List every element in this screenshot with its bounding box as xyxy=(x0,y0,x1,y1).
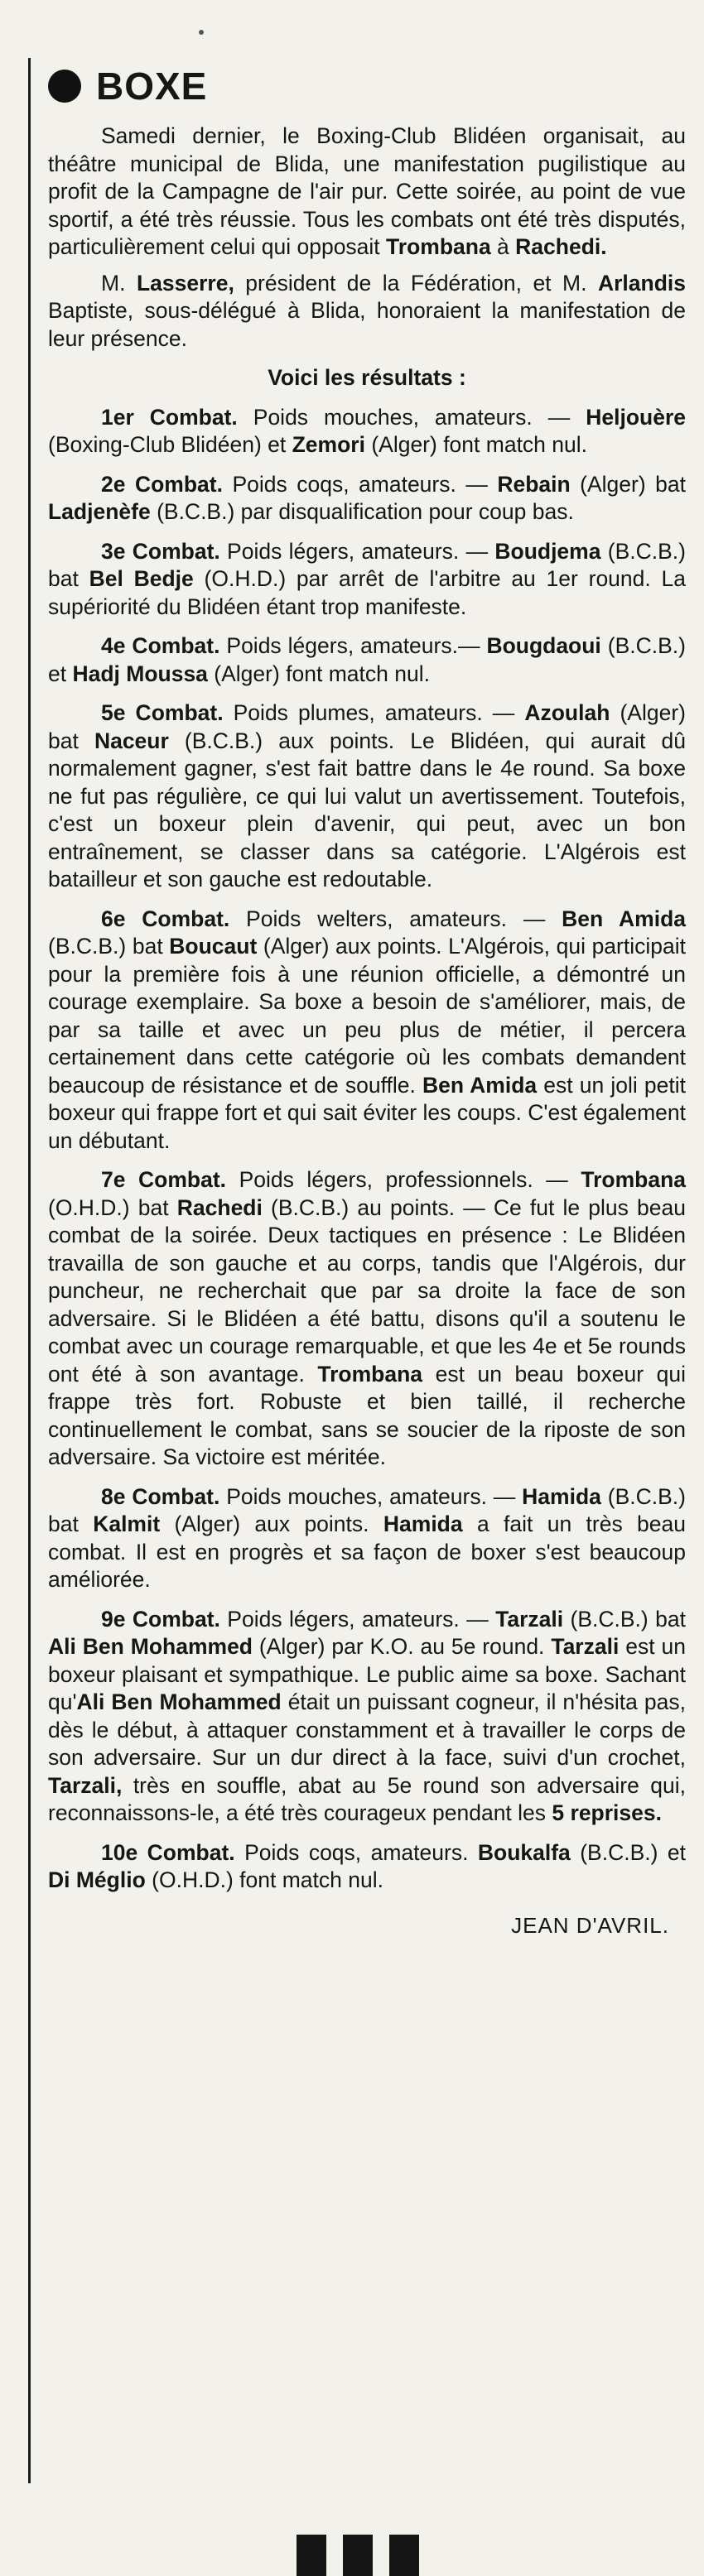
combat-8 xyxy=(48,1483,686,1594)
combat-label: 10e Combat. xyxy=(101,1839,235,1865)
combat-text: (B.C.B.) bat xyxy=(48,1483,686,1536)
combat-text: (Boxing-Club Blidéen) et xyxy=(48,432,292,457)
boxer-name: Hadj Moussa xyxy=(72,661,208,686)
intro-paragraph xyxy=(48,123,686,262)
boxer-name: Tarzali, xyxy=(48,1772,123,1798)
combat-label: 6e Combat. xyxy=(101,906,230,931)
combat-10 xyxy=(48,1839,686,1895)
boxer-name: Boucaut xyxy=(169,934,258,959)
boxer-name: Di Méglio xyxy=(48,1867,146,1892)
combat-label: 4e Combat. xyxy=(101,633,220,658)
combat-label: 9e Combat. xyxy=(101,1606,220,1632)
boxer-name: Boukalfa xyxy=(477,1839,571,1865)
boxer-name: Boudjema xyxy=(494,538,601,564)
combat-text: (Alger) bat xyxy=(570,471,686,497)
combat-3 xyxy=(48,538,686,622)
combat-text: était un puissant cogneur, il n'hésita pas, dès le début, à attaquer constamment et à travailler le corps de son adversaire. Sur un dur direct à la face, suivi d'un crochet, xyxy=(48,1689,686,1770)
official-name: Lasserre, xyxy=(136,270,234,296)
combat-7 xyxy=(48,1166,686,1472)
combat-text: (O.H.D.) par arrêt de l'arbitre au 1er round. La supériorité du Blidéen étant trop manifeste. xyxy=(48,566,687,619)
boxer-name: Hamida xyxy=(383,1511,463,1536)
combat-text: (Alger) font match nul. xyxy=(364,432,588,457)
combat-1 xyxy=(48,404,686,459)
combat-text: Poids coqs, amateurs. — xyxy=(222,471,498,497)
boxer-name: Ali Ben Mohammed xyxy=(48,1634,253,1659)
combat-text: Poids coqs, amateurs. xyxy=(234,1839,478,1865)
boxer-name: Tarzali xyxy=(495,1606,564,1632)
combat-text: Poids légers, amateurs.— xyxy=(219,633,487,658)
boxer-name: Trombana xyxy=(386,234,491,259)
boxer-name: Zemori xyxy=(292,432,365,457)
officials-text: M. xyxy=(101,270,137,296)
boxer-name: Kalmit xyxy=(93,1511,161,1536)
rounds-count: 5 reprises. xyxy=(552,1800,662,1825)
combat-text: Poids plumes, amateurs. — xyxy=(223,700,525,725)
combat-text: est un joli petit boxeur qui frappe fort et qui sait éviter les coups. C'est également un débutant. xyxy=(48,1072,686,1153)
combat-text: Poids mouches, amateurs. — xyxy=(219,1483,523,1509)
combat-text: (Alger) aux points. xyxy=(160,1511,383,1536)
officials-paragraph xyxy=(48,270,686,353)
combat-text: est un boxeur plaisant et sympathique. Le public aime sa boxe. Sachant qu' xyxy=(48,1634,686,1714)
officials-text: président de la Fédération, et M. xyxy=(234,270,598,296)
boxer-name: Naceur xyxy=(94,728,169,753)
combat-text: a fait un très beau combat. Il est en progrès et sa façon de boxer s'est beaucoup améliorée. xyxy=(48,1511,686,1592)
combat-text: (B.C.B.) bat xyxy=(48,934,170,959)
combat-text: (B.C.B.) bat xyxy=(48,538,686,591)
boxer-name: Tarzali xyxy=(551,1634,620,1659)
combat-text: (B.C.B.) aux points. Le Blidéen, qui aurait dû normalement gagner, s'est fait battre dans le 4e round. Sa boxe ne fut pas régulière, ce qui lui valut un avertissement. Toutefois, c'est un boxeur plein d'avenir, qui peut, avec un bon entraînement, se classer dans sa catégorie. L'Algérois est batailleur et son gauche est redoutable. xyxy=(48,728,686,892)
combat-label: 5e Combat. xyxy=(101,700,224,725)
combat-text: (Alger) aux points. L'Algérois, qui participait pour la première fois à une réunion officielle, a démontré un courage exemplaire. Sa boxe a besoin de s'améliorer, mais, de par sa taille et avec un peu plus de métier, il percera certainement dans cette catégorie où les combats demandent beaucoup de résistance et de souffle. xyxy=(48,934,686,1098)
combat-5 xyxy=(48,699,686,894)
intro-text: Samedi dernier, le Boxing-Club Blidéen organisait, au théâtre municipal de Blida, une manifestation pugilistique au profit de la Campagne de l'air pur. Cette soirée, au point de vue sportif, a été très réussie. Tous les combats ont été très disputés, particulièrement celui qui opposait xyxy=(48,123,686,259)
bullet-icon xyxy=(48,70,81,103)
combat-text: (B.C.B.) bat xyxy=(563,1606,686,1632)
end-mark xyxy=(389,2535,419,2576)
combat-text: (B.C.B.) par disqualification pour coup bas. xyxy=(150,499,574,524)
boxer-name: Ben Amida xyxy=(422,1072,538,1098)
combat-4 xyxy=(48,632,686,688)
combat-text: (O.H.D.) font match nul. xyxy=(145,1867,383,1892)
intro-text: à xyxy=(490,234,516,259)
boxer-name: Bel Bedje xyxy=(89,566,194,591)
boxer-name: Ali Ben Mohammed xyxy=(76,1689,282,1714)
print-speck xyxy=(199,30,204,35)
section-end-marks xyxy=(297,2535,419,2576)
combat-text: Poids welters, amateurs. — xyxy=(229,906,562,931)
headline xyxy=(48,60,686,113)
combat-text: (B.C.B.) au points. — Ce fut le plus beau combat de la soirée. Deux tactiques en présence : Le Blidéen travailla de son gauche et au corps, tandis que l'Algérois, dur puncheur, ne recherchait que par sa droite la face de son adversaire. Si le Blidéen a été battu, disons qu'il a soutenu le combat avec un courage remarquable, et que les 4e et 5e rounds ont été à son avantage. xyxy=(48,1194,686,1387)
combat-label: 2e Combat. xyxy=(101,471,223,497)
boxer-name: Ladjenèfe xyxy=(48,499,151,524)
combat-text: (O.H.D.) bat xyxy=(48,1194,177,1220)
author-signature: JEAN D'AVRIL. xyxy=(511,1912,669,1938)
combat-text: (Alger) bat xyxy=(48,700,686,753)
end-mark xyxy=(343,2535,373,2576)
boxer-name: Trombana xyxy=(581,1167,686,1192)
end-mark xyxy=(297,2535,326,2576)
combat-text: Poids légers, professionnels. — xyxy=(226,1167,581,1192)
boxer-name: Azoulah xyxy=(524,700,610,725)
combat-text: est un beau boxeur qui frappe très fort. Robuste et bien taillé, il recherche continuellement le combat, sans se soucier de la riposte de son adversaire. Sa victoire est méritée. xyxy=(48,1361,687,1469)
combat-label: 7e Combat. xyxy=(101,1167,227,1192)
boxer-name: Rachedi xyxy=(176,1194,263,1220)
boxer-name: Ben Amida xyxy=(562,906,686,931)
combat-label: 8e Combat. xyxy=(101,1483,220,1509)
combat-text: (Alger) font match nul. xyxy=(207,661,430,686)
combat-text: (Alger) par K.O. au 5e round. xyxy=(253,1634,552,1659)
official-name: Arlandis xyxy=(597,270,686,296)
combat-text: (B.C.B.) et xyxy=(570,1839,686,1865)
combat-2 xyxy=(48,471,686,526)
boxer-name: Rebain xyxy=(497,471,571,497)
combat-text: (B.C.B.) et xyxy=(48,633,686,686)
headline-text: BOXE xyxy=(96,65,208,108)
combat-text: Poids mouches, amateurs. — xyxy=(237,404,586,430)
combat-label: 3e Combat. xyxy=(101,538,220,564)
boxer-name: Hamida xyxy=(522,1483,601,1509)
results-heading: Voici les résultats : xyxy=(268,365,466,390)
combat-text: Poids légers, amateurs. — xyxy=(219,1606,496,1632)
combat-text: très en souffle, abat au 5e round son adversaire qui, reconnaissons-le, a été très courageux pendant les xyxy=(48,1772,686,1825)
combat-text: Poids légers, amateurs. — xyxy=(219,538,495,564)
combat-6 xyxy=(48,906,686,1156)
boxer-name: Rachedi. xyxy=(515,234,607,259)
column-rule xyxy=(28,58,31,2483)
boxer-name: Bougdaoui xyxy=(486,633,601,658)
combat-9 xyxy=(48,1606,686,1828)
combat-label: 1er Combat. xyxy=(101,404,238,430)
officials-text: Baptiste, sous-délégué à Blida, honoraient la manifestation de leur présence. xyxy=(48,298,686,351)
article-column xyxy=(48,60,686,1939)
boxer-name: Heljouère xyxy=(586,404,686,430)
boxer-name: Trombana xyxy=(317,1361,423,1387)
